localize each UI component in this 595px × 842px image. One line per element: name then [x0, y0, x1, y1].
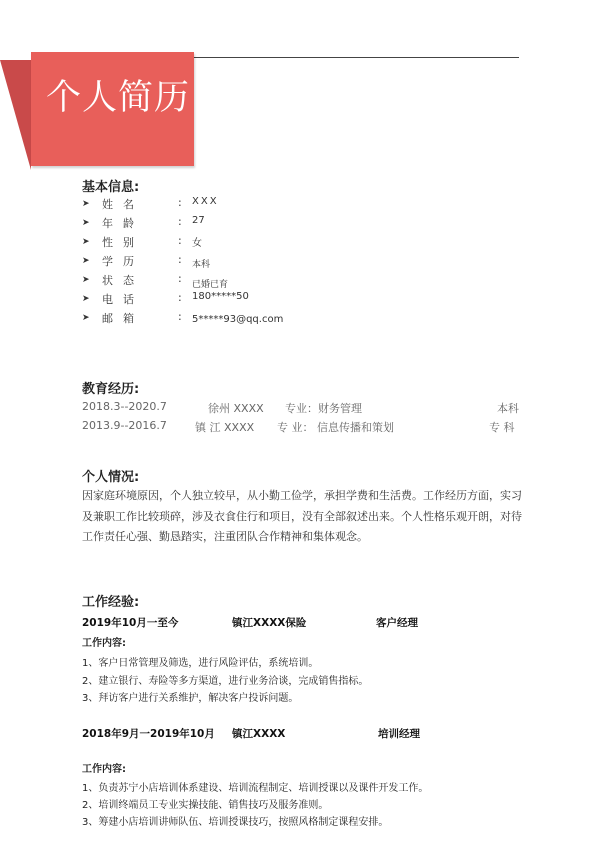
edu-degree: 专 科 [489, 421, 515, 434]
info-label: 性别 [102, 236, 134, 249]
edu-period: 2018.3--2020.7 [82, 400, 167, 413]
info-value: 180*****50 [192, 291, 249, 302]
info-value: 5*****93@qq.com [192, 314, 284, 325]
job-item: 3、拜访客户进行关系维护，解决客户投诉问题。 [82, 693, 299, 704]
job-content-label: 工作内容: [82, 764, 126, 775]
edu-school: 镇 江 XXXX [195, 421, 255, 434]
job-item: 1、负责苏宁小店培训体系建设、培训流程制定、培训授课以及课件开发工作。 [82, 783, 429, 794]
job-item: 2、培训终端员工专业实操技能、销售技巧及服务准则。 [82, 800, 329, 811]
job-company: 镇江XXXX [232, 728, 286, 740]
job-item: 3、筹建小店培训讲师队伍、培训授课技巧，按照风格制定课程安排。 [82, 817, 389, 828]
arrow-bullet-icon: ➤ [82, 313, 90, 323]
education-row [82, 419, 522, 435]
job-position: 培训经理 [378, 728, 420, 740]
info-label: 学历 [102, 255, 134, 268]
info-label: 邮箱 [102, 312, 134, 325]
job-period: 2019年10月一至今 [82, 617, 179, 629]
education-row [82, 400, 522, 416]
info-value: 本科 [192, 260, 211, 270]
job-content-label: 工作内容: [82, 638, 126, 649]
info-value: XXX [192, 196, 219, 207]
arrow-bullet-icon: ➤ [82, 275, 90, 285]
info-value: 已婚已育 [192, 280, 229, 290]
edu-major: 专业：财务管理 [285, 402, 362, 415]
info-label: 电话 [102, 293, 134, 306]
work-heading: 工作经验: [82, 595, 140, 610]
info-label: 姓名 [102, 198, 134, 211]
header-rule [190, 57, 519, 58]
edu-period: 2013.9--2016.7 [82, 419, 167, 432]
edu-degree: 本科 [497, 402, 519, 415]
job-item: 2、建立银行、寿险等多方渠道，进行业务洽谈，完成销售指标。 [82, 676, 369, 687]
basic-info-heading: 基本信息: [82, 180, 140, 195]
info-value: 27 [192, 215, 205, 226]
page-title: 个人简历 [46, 78, 191, 118]
arrow-bullet-icon: ➤ [82, 237, 90, 247]
arrow-bullet-icon: ➤ [82, 294, 90, 304]
info-value: 女 [192, 238, 202, 249]
arrow-bullet-icon: ➤ [82, 199, 90, 209]
personal-paragraph: 因家庭环境原因，个人独立较早，从小勤工俭学，承担学费和生活费。工作经历方面，实习及兼职工作比较琐碎，涉及衣食住行和项目，没有全部叙述出来。个人性格乐观开朗，对待工作责任心强、勤恳踏实，注重团队合作精神和集体观念。 [82, 489, 522, 543]
job-item: 1、客户日常管理及筛选，进行风险评估，系统培训。 [82, 658, 319, 669]
education-heading: 教育经历: [82, 382, 140, 397]
job-period: 2018年9月一2019年10月 [82, 728, 215, 740]
job-position: 客户经理 [376, 617, 418, 629]
arrow-bullet-icon: ➤ [82, 218, 90, 228]
info-label: 年龄 [102, 217, 134, 230]
edu-school: 徐州 XXXX [208, 402, 264, 415]
info-label: 状态 [102, 274, 134, 287]
personal-heading: 个人情况: [82, 470, 140, 485]
ribbon-fold [0, 60, 31, 170]
arrow-bullet-icon: ➤ [82, 256, 90, 266]
edu-major: 专 业： 信息传播和策划 [277, 421, 394, 434]
job-company: 镇江XXXX保险 [232, 617, 307, 629]
